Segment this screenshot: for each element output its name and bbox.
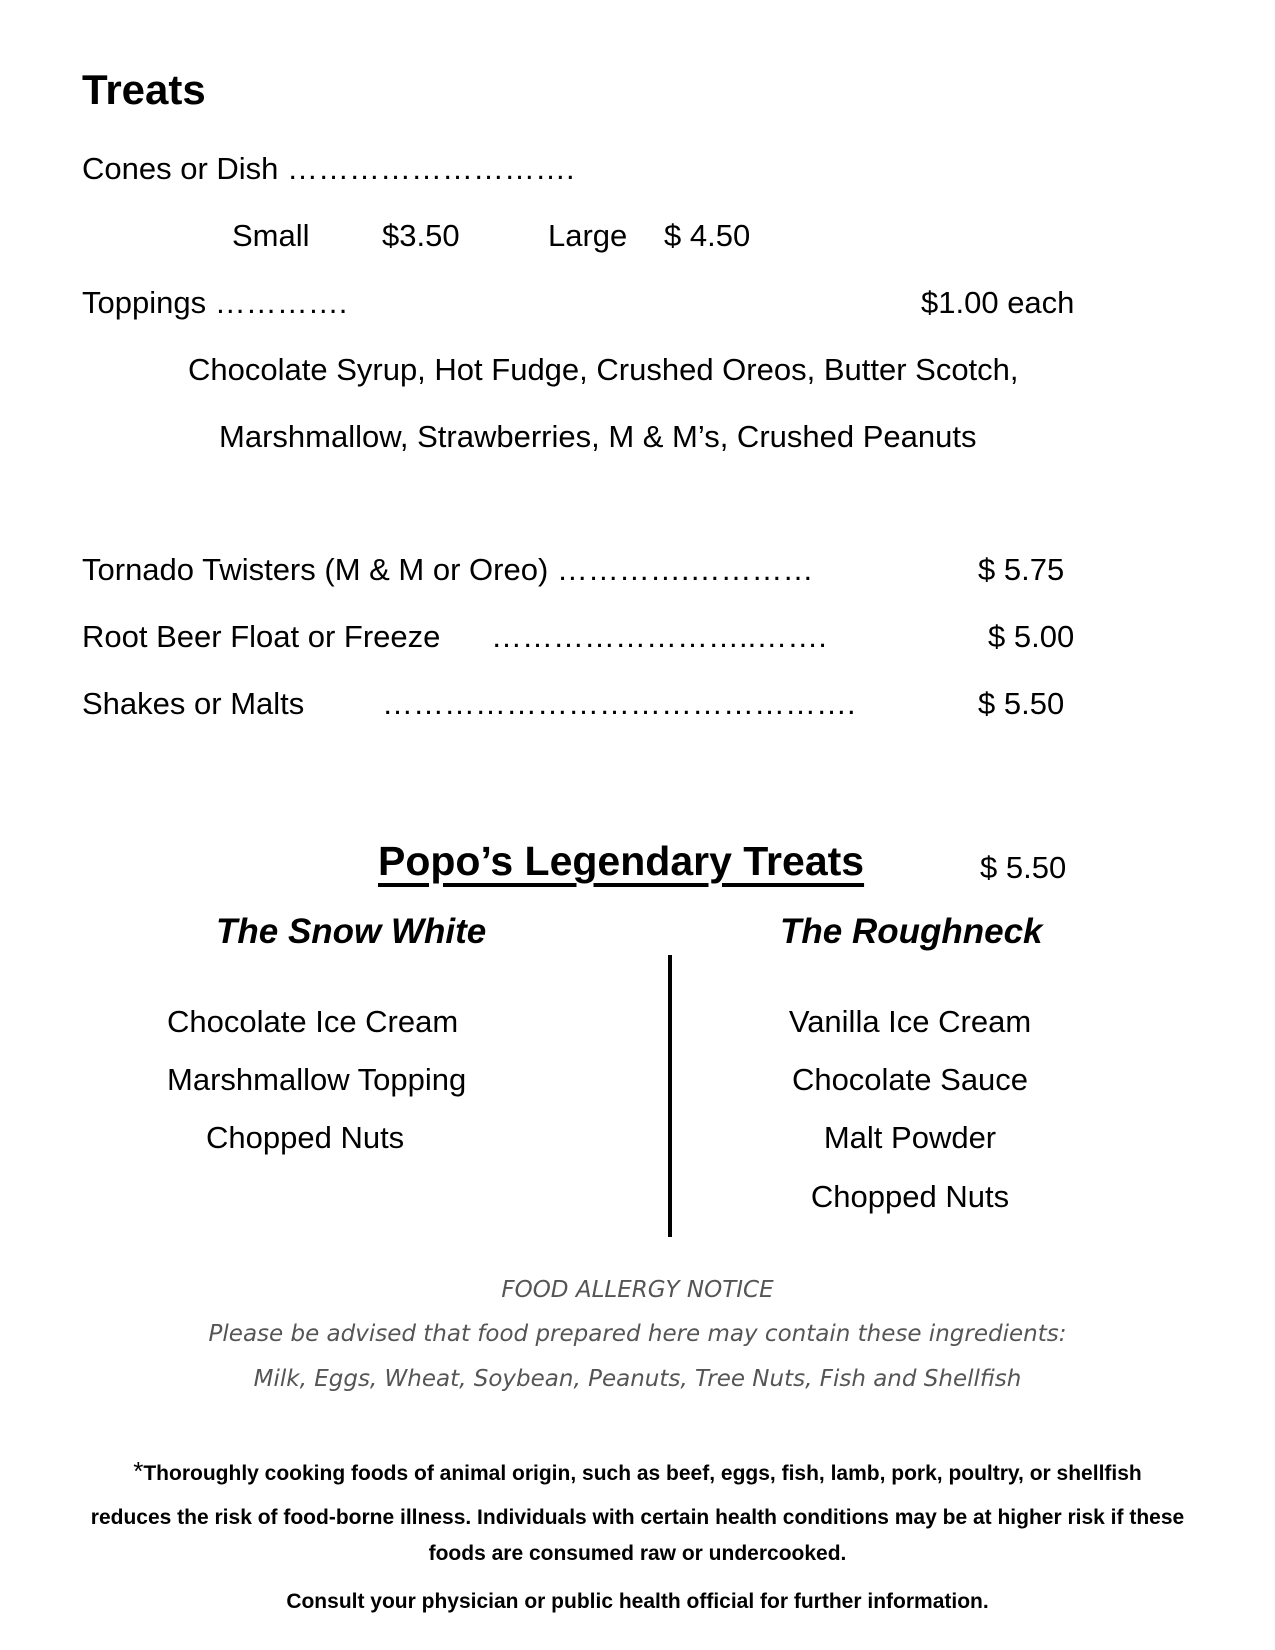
snow-white-ingredient: Chopped Nuts xyxy=(206,1120,405,1155)
disclaimer-line4: Consult your physician or public health official for further information. xyxy=(286,1590,989,1613)
shakes-label: Shakes or Malts xyxy=(82,686,305,721)
legendary-title: Popo’s Legendary Treats xyxy=(378,838,865,884)
legendary-price: $ 5.50 xyxy=(980,850,1067,885)
snow-white-ingredient: Chocolate Ice Cream xyxy=(167,1004,459,1039)
allergy-heading: FOOD ALLERGY NOTICE xyxy=(501,1277,774,1303)
small-label: Small xyxy=(232,218,310,253)
allergy-line2: Milk, Eggs, Wheat, Soybean, Peanuts, Tree Nuts, Fish and Shellfish xyxy=(253,1366,1022,1392)
page-title: Treats xyxy=(82,66,206,113)
roughneck-ingredient: Chocolate Sauce xyxy=(791,1062,1029,1097)
toppings-list-line2: Marshmallow, Strawberries, M & M’s, Crushed Peanuts xyxy=(219,419,977,454)
snow-white-name: The Snow White xyxy=(216,912,487,951)
rootbeer-label: Root Beer Float or Freeze xyxy=(82,619,441,654)
asterisk-mark: * xyxy=(133,1456,144,1486)
allergy-line1: Please be advised that food prepared here may contain these ingredients: xyxy=(208,1321,1067,1347)
column-divider xyxy=(668,955,672,1237)
roughneck-ingredient: Vanilla Ice Cream xyxy=(788,1004,1032,1039)
small-price: $3.50 xyxy=(382,218,460,253)
tornado-label: Tornado Twisters (M & M or Oreo) ………….………… xyxy=(82,552,814,587)
cones-label: Cones or Dish ………………………. xyxy=(82,151,575,186)
toppings-price: $1.00 each xyxy=(921,285,1075,320)
snow-white-ingredient: Marshmallow Topping xyxy=(167,1062,467,1097)
disclaimer-line3: foods are consumed raw or undercooked. xyxy=(428,1542,847,1565)
large-price: $ 4.50 xyxy=(664,218,751,253)
roughneck-ingredient: Malt Powder xyxy=(823,1120,997,1155)
roughneck-ingredient: Chopped Nuts xyxy=(810,1179,1010,1214)
rootbeer-dots: ……………………..……. xyxy=(491,619,827,654)
rootbeer-price: $ 5.00 xyxy=(988,619,1075,654)
tornado-price: $ 5.75 xyxy=(978,552,1065,587)
disclaimer-line1-text: Thoroughly cooking foods of animal origin, such as beef, eggs, fish, lamb, pork, poultry, or shellfish xyxy=(143,1462,1142,1485)
toppings-label: Toppings …………. xyxy=(82,285,348,320)
toppings-list-line1: Chocolate Syrup, Hot Fudge, Crushed Oreos, Butter Scotch, xyxy=(188,352,1019,387)
shakes-price: $ 5.50 xyxy=(978,686,1065,721)
large-label: Large xyxy=(548,218,628,253)
disclaimer-line1 xyxy=(0,1456,1275,1487)
disclaimer-line2: reduces the risk of food-borne illness. Individuals with certain health conditions may be at higher risk if these xyxy=(90,1506,1185,1529)
roughneck-name: The Roughneck xyxy=(780,912,1043,951)
shakes-dots: ………………………………………. xyxy=(382,686,856,721)
